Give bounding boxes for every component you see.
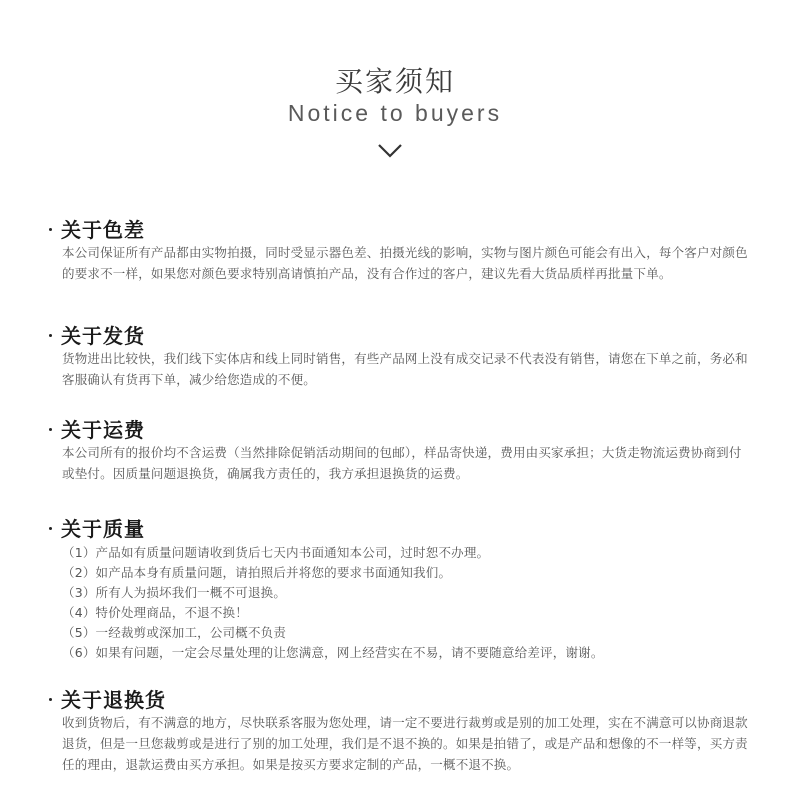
- section-freight: [49, 414, 749, 484]
- section-body: 本公司保证所有产品都由实物拍摄，同时受显示器色差、拍摄光线的影响，实物与图片颜色可能会有出入，每个客户对颜色的要求不一样，如果您对颜色要求特别高请慎拍产品，没有合作过的客户，建议先看大货品质样再批量下单。: [62, 245, 748, 281]
- section-body: 货物进出比较快，我们线下实体店和线上同时销售，有些产品网上没有成交记录不代表没有销售，请您在下单之前，务必和客服确认有货再下单，减少给您造成的不便。: [62, 351, 748, 387]
- list-item: （6）如果有问题，一定会尽量处理的让您满意，网上经营实在不易，请不要随意给差评，谢谢。: [62, 645, 604, 660]
- chevron-down-icon: [376, 142, 404, 160]
- list-item: （5）一经裁剪或深加工，公司概不负责: [62, 625, 287, 640]
- list-item: （4）特价处理商品，不退不换！: [62, 605, 248, 620]
- section-quality: [49, 513, 749, 663]
- section-returns: [49, 684, 749, 775]
- bullet-dot: [49, 228, 52, 231]
- section-title: 关于发货: [61, 323, 145, 348]
- bullet-dot: [49, 334, 52, 337]
- section-body: 本公司所有的报价均不含运费（当然排除促销活动期间的包邮），样品寄快递，费用由买家承担；大货走物流运费协商到付或垫付。因质量问题退换货，确属我方责任的，我方承担退换货的运费。: [62, 445, 742, 481]
- section-title: 关于退换货: [61, 687, 166, 712]
- bullet-dot: [49, 698, 52, 701]
- page-title: 买家须知: [334, 65, 455, 98]
- section-body: 收到货物后，有不满意的地方，尽快联系客服为您处理，请一定不要进行裁剪或是别的加工处理，实在不满意可以协商退款退货，但是一旦您裁剪或是进行了别的加工处理，我们是不退不换的。如果是拍错了，或是产品和想像的不一样等，买方责任的理由，退款运费由买方承担。如果是按买方要求定制的产品，一概不退不换。: [62, 715, 748, 772]
- section-shipping: [49, 320, 749, 390]
- list-item: （3）所有人为损坏我们一概不可退换。: [62, 585, 287, 600]
- bullet-dot: [49, 428, 52, 431]
- list-item: （2）如产品本身有质量问题，请拍照后并将您的要求书面通知我们。: [62, 565, 452, 580]
- bullet-dot: [49, 527, 52, 530]
- list-item: （1）产品如有质量问题请收到货后七天内书面通知本公司，过时恕不办理。: [62, 545, 490, 560]
- page-subtitle: Notice to buyers: [287, 100, 503, 126]
- section-title: 关于色差: [61, 217, 145, 242]
- section-color-difference: [49, 214, 749, 284]
- section-title: 关于质量: [61, 516, 145, 541]
- section-title: 关于运费: [61, 417, 145, 442]
